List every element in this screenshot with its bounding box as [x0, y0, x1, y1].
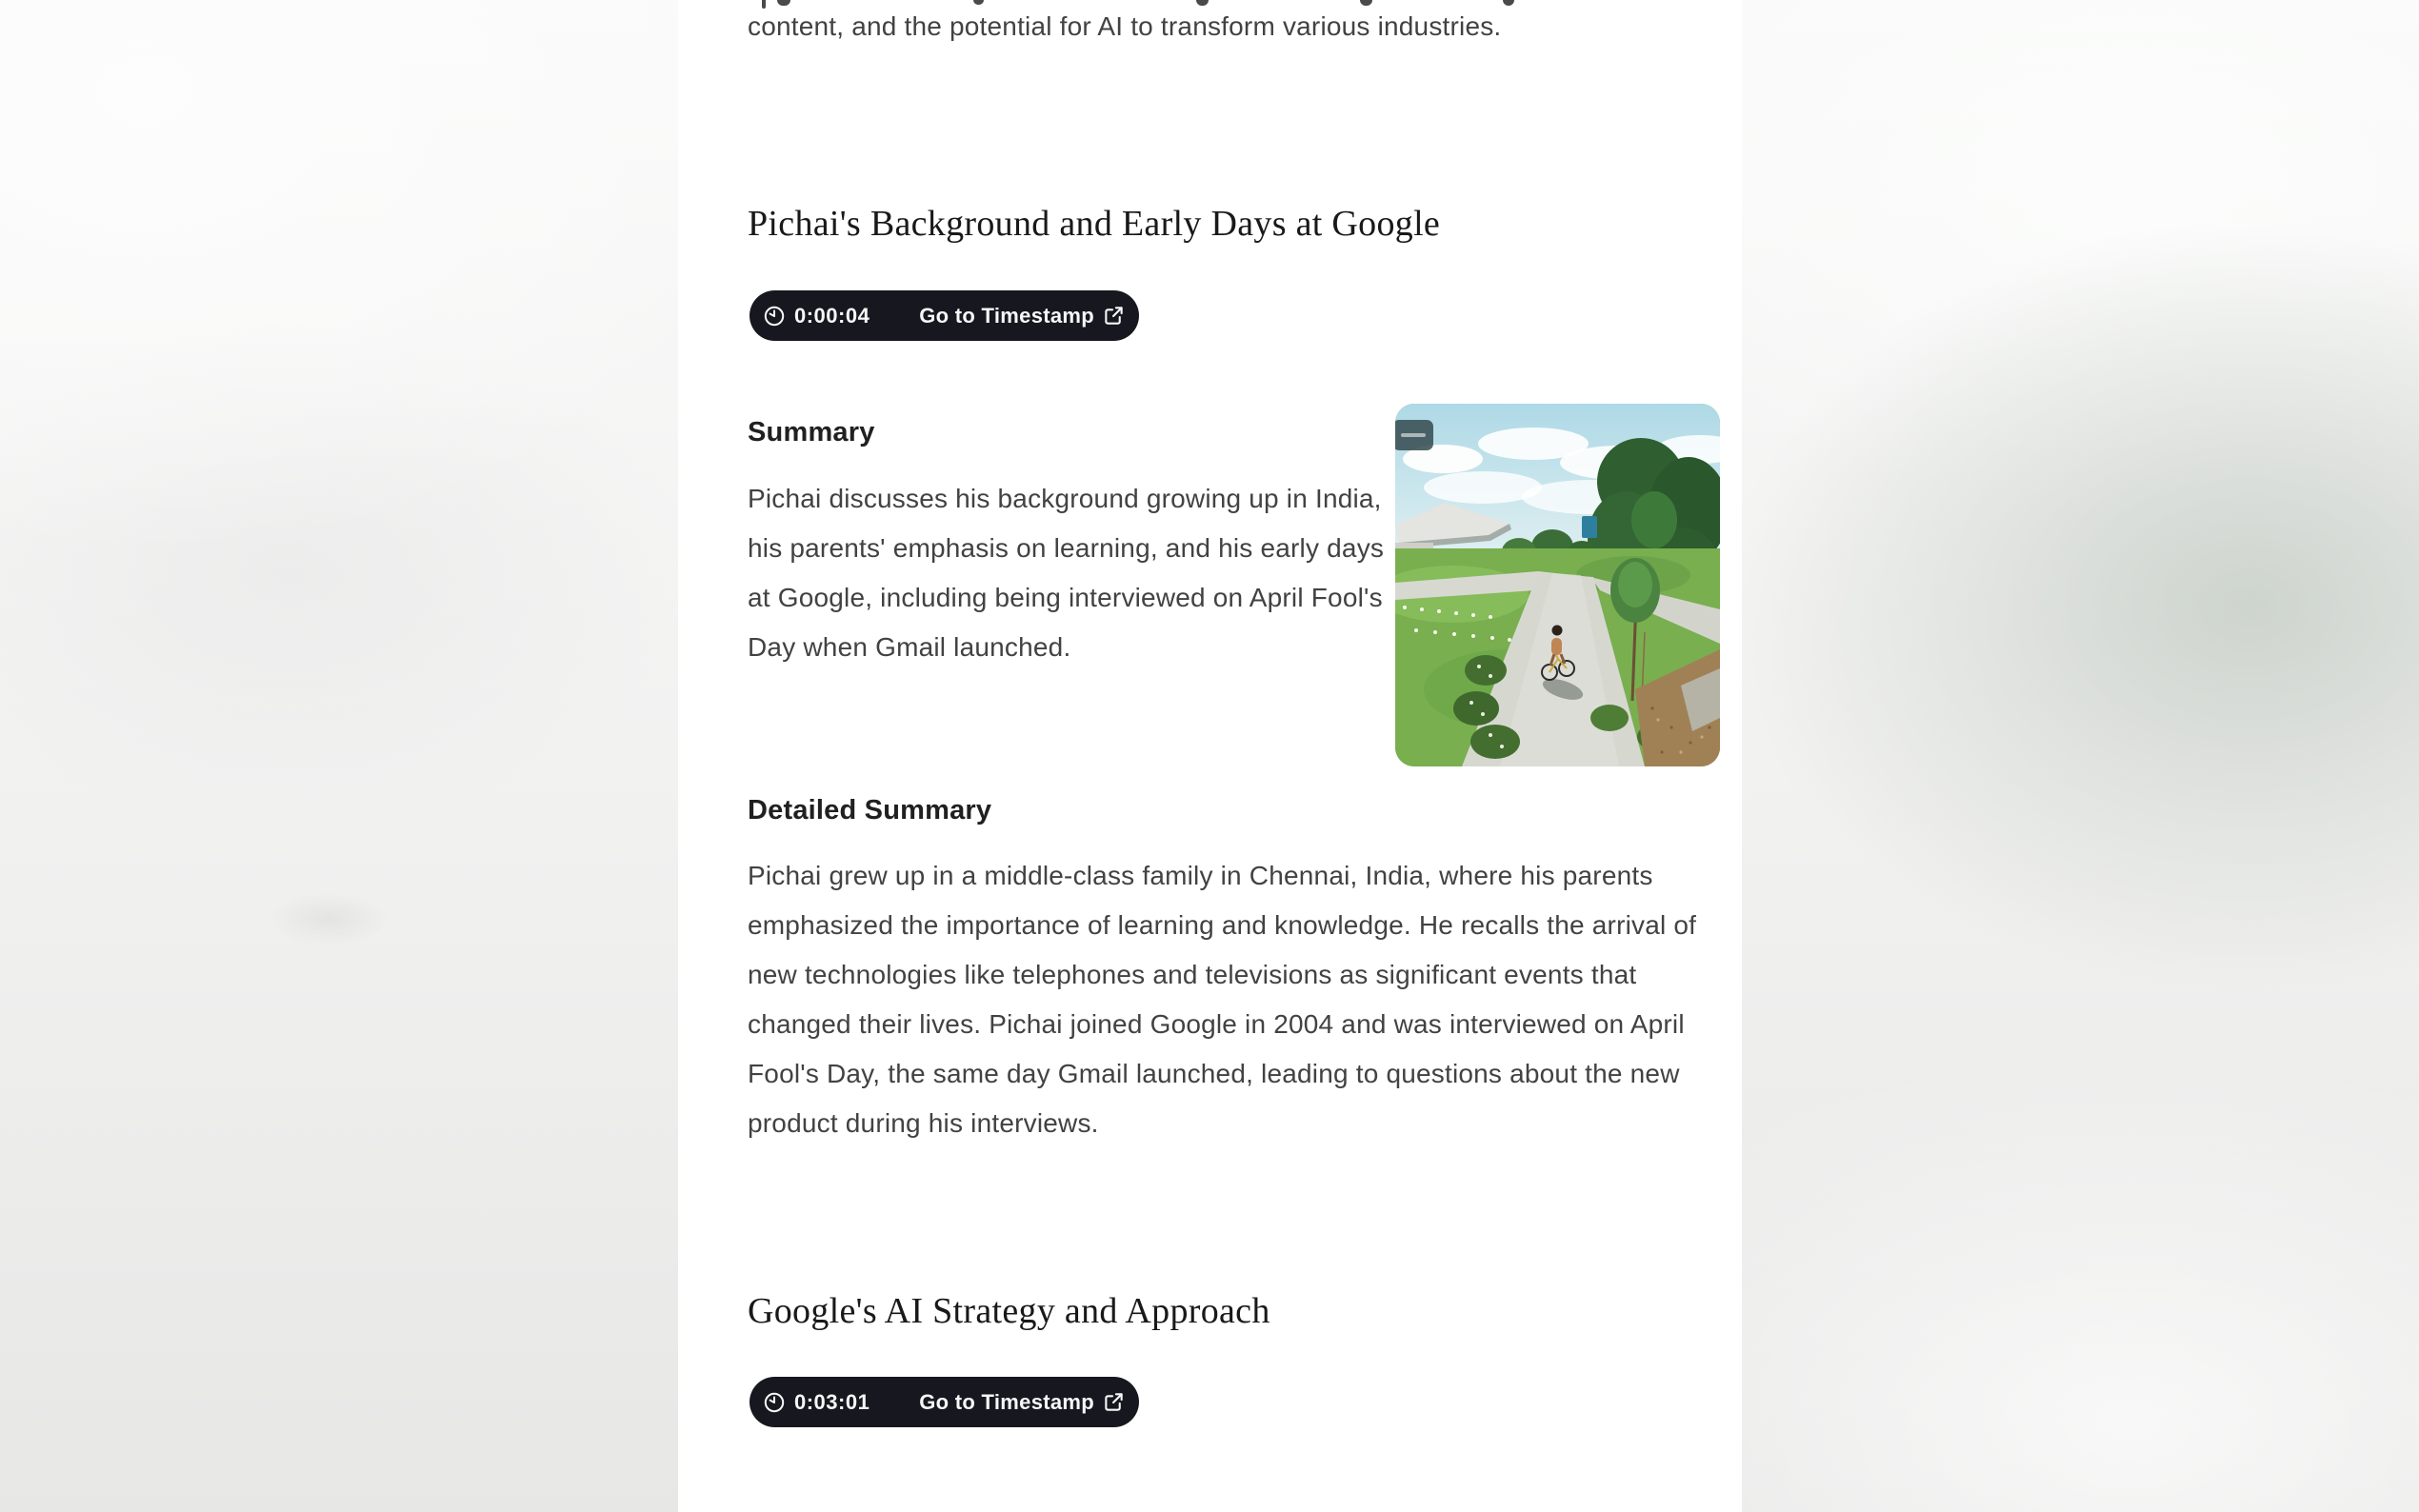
- timestamp-pill[interactable]: [750, 1377, 1139, 1427]
- park-scene-illustration: [1395, 404, 1720, 766]
- external-link-icon: [1103, 305, 1125, 327]
- timestamp-pill[interactable]: [750, 290, 1139, 341]
- summary-paragraph: Pichai discusses his background growing up in India, his parents' emphasis on learning, and his early days at Google, including being interviewed on April Fool's Day when Gmail launched.: [748, 484, 1385, 662]
- section-title-pichai-background: Pichai's Background and Early Days at Google: [748, 204, 1441, 244]
- detailed-summary-paragraph: Pichai grew up in a middle-class family in Chennai, India, where his parents emphasized the importance of learning and knowledge. He recalls the arrival of new technologies like telephones and televisions as significant events that changed their lives. Pichai joined Google in 2004 and was interviewed on April Fool's Day, the same day Gmail launched, leading to questions about the new product during his interviews.: [748, 861, 1697, 1138]
- detailed-summary-heading: Detailed Summary: [748, 795, 992, 826]
- timestamp-value: 0:03:01: [794, 1389, 870, 1414]
- watermark-badge: [1395, 420, 1433, 450]
- summary-heading: Summary: [748, 417, 875, 448]
- clock-icon: [763, 305, 786, 328]
- section-title-ai-strategy: Google's AI Strategy and Approach: [748, 1291, 1270, 1331]
- external-link-icon: [1103, 1391, 1125, 1413]
- clock-icon: [763, 1391, 786, 1414]
- intro-paragraph: content, and the potential for AI to transform various industries.: [748, 11, 1502, 41]
- video-frame-image: [1395, 404, 1720, 766]
- timestamp-value: 0:00:04: [794, 303, 870, 328]
- go-to-timestamp-label: Go to Timestamp: [919, 1389, 1094, 1414]
- go-to-timestamp-label: Go to Timestamp: [919, 303, 1094, 328]
- content-sheet: [678, 0, 1742, 1512]
